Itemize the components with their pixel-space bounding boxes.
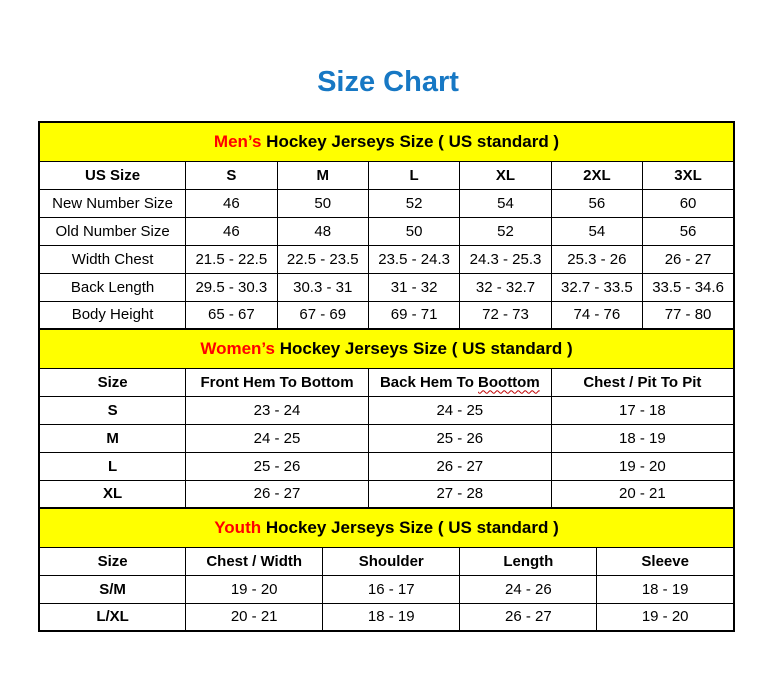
value-cell: 19 - 20	[186, 575, 323, 603]
value-cell: 19 - 20	[551, 452, 734, 480]
value-cell: 60	[643, 189, 734, 217]
table-row	[39, 396, 734, 424]
value-cell: 52	[460, 217, 551, 245]
value-cell: 16 - 17	[323, 575, 460, 603]
value-cell: 27 - 28	[368, 480, 551, 508]
value-cell: 67 - 69	[277, 301, 368, 329]
value-cell: 65 - 67	[186, 301, 277, 329]
value-cell: 22.5 - 23.5	[277, 245, 368, 273]
row-label: M	[39, 424, 186, 452]
value-cell: 23.5 - 24.3	[368, 245, 459, 273]
value-cell: 72 - 73	[460, 301, 551, 329]
value-cell: 33.5 - 34.6	[643, 273, 734, 301]
value-cell: 69 - 71	[368, 301, 459, 329]
page-title: Size Chart	[317, 66, 459, 98]
column-header: L	[368, 161, 459, 189]
row-label: Body Height	[39, 301, 186, 329]
row-label: XL	[39, 480, 186, 508]
column-header: 2XL	[551, 161, 642, 189]
value-cell: 25 - 26	[186, 452, 369, 480]
row-label: Back Length	[39, 273, 186, 301]
column-header: Length	[460, 547, 597, 575]
column-header: Size	[39, 368, 186, 396]
value-cell: 54	[551, 217, 642, 245]
value-cell: 20 - 21	[551, 480, 734, 508]
value-cell: 50	[277, 189, 368, 217]
table-row	[39, 273, 734, 301]
table-row	[39, 245, 734, 273]
column-header: 3XL	[643, 161, 734, 189]
column-header: S	[186, 161, 277, 189]
value-cell: 46	[186, 217, 277, 245]
value-cell: 48	[277, 217, 368, 245]
youth-size-table	[38, 507, 735, 632]
column-header: M	[277, 161, 368, 189]
value-cell: 50	[368, 217, 459, 245]
column-header: Sleeve	[597, 547, 734, 575]
womens-size-table	[38, 328, 735, 509]
womens-banner: Women’s Hockey Jerseys Size ( US standard )	[39, 329, 734, 368]
value-cell: 24.3 - 25.3	[460, 245, 551, 273]
banner-highlight: Men’s	[213, 131, 262, 151]
value-cell: 46	[186, 189, 277, 217]
row-label: Old Number Size	[39, 217, 186, 245]
size-tables	[38, 121, 735, 632]
value-cell: 54	[460, 189, 551, 217]
value-cell: 52	[368, 189, 459, 217]
column-header: XL	[460, 161, 551, 189]
column-header: Shoulder	[323, 547, 460, 575]
table-row	[39, 575, 734, 603]
value-cell: 25.3 - 26	[551, 245, 642, 273]
table-row	[39, 424, 734, 452]
mens-banner: Men’s Hockey Jerseys Size ( US standard )	[39, 122, 734, 161]
value-cell: 32 - 32.7	[460, 273, 551, 301]
banner-highlight: Youth	[214, 517, 262, 537]
table-row	[39, 189, 734, 217]
value-cell: 19 - 20	[597, 603, 734, 631]
value-cell: 29.5 - 30.3	[186, 273, 277, 301]
value-cell: 24 - 26	[460, 575, 597, 603]
column-header: Chest / Pit To Pit	[551, 368, 734, 396]
misspelled-word: Boottom	[478, 373, 540, 391]
column-header: Back Hem To Boottom	[368, 368, 551, 396]
value-cell: 77 - 80	[643, 301, 734, 329]
table-row	[39, 452, 734, 480]
row-label: L	[39, 452, 186, 480]
value-cell: 23 - 24	[186, 396, 369, 424]
column-header: Size	[39, 547, 186, 575]
row-label: L/XL	[39, 603, 186, 631]
row-label: S/M	[39, 575, 186, 603]
value-cell: 24 - 25	[368, 396, 551, 424]
value-cell: 20 - 21	[186, 603, 323, 631]
value-cell: 18 - 19	[551, 424, 734, 452]
value-cell: 26 - 27	[368, 452, 551, 480]
value-cell: 21.5 - 22.5	[186, 245, 277, 273]
value-cell: 74 - 76	[551, 301, 642, 329]
value-cell: 26 - 27	[186, 480, 369, 508]
value-cell: 31 - 32	[368, 273, 459, 301]
value-cell: 32.7 - 33.5	[551, 273, 642, 301]
row-label: S	[39, 396, 186, 424]
value-cell: 26 - 27	[460, 603, 597, 631]
value-cell: 56	[643, 217, 734, 245]
value-cell: 25 - 26	[368, 424, 551, 452]
value-cell: 17 - 18	[551, 396, 734, 424]
value-cell: 30.3 - 31	[277, 273, 368, 301]
column-header: US Size	[39, 161, 186, 189]
value-cell: 18 - 19	[597, 575, 734, 603]
value-cell: 18 - 19	[323, 603, 460, 631]
row-label: Width Chest	[39, 245, 186, 273]
value-cell: 26 - 27	[643, 245, 734, 273]
table-row	[39, 301, 734, 329]
column-header: Front Hem To Bottom	[186, 368, 369, 396]
table-row	[39, 603, 734, 631]
value-cell: 56	[551, 189, 642, 217]
column-header: Chest / Width	[186, 547, 323, 575]
value-cell: 24 - 25	[186, 424, 369, 452]
table-row	[39, 217, 734, 245]
table-row	[39, 480, 734, 508]
banner-highlight: Women’s	[200, 338, 275, 358]
youth-banner: Youth Hockey Jerseys Size ( US standard )	[39, 508, 734, 547]
mens-size-table	[38, 121, 735, 330]
row-label: New Number Size	[39, 189, 186, 217]
